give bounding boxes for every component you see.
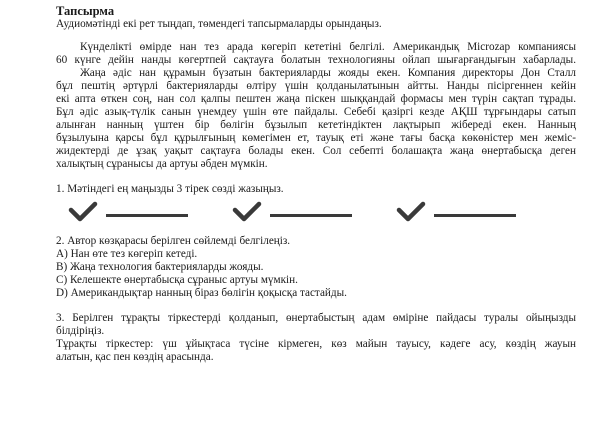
keyword-answer-2 [232,200,372,224]
question-3-prompt: білдіріңіз. [56,325,105,337]
answer-option-a[interactable]: А) Нан өте тез көгеріп кетеді. [56,248,198,260]
answer-line[interactable] [106,214,188,217]
text-line: бұл пештің әртүрлі бактерияларды өлтіру үшін қолданылатынын айтты. Нанды пісіргеннен кейін [56,80,576,92]
checkmark-icon [396,200,432,224]
question-3 [56,312,576,364]
text-line: екі апта өткен соң, нан сол қалпы пештен жаңа піскен шыққандай формасы мен түрін сақтап тұрады. [56,93,576,105]
answer-line[interactable] [270,214,352,217]
text-line: 60 күнге дейін нанды көгертпей сақтауға болатын технологияны ойлап шығарғандығын хабарлады. [56,54,576,66]
fixed-phrases: алатын, қас пен көздің арасында. [56,351,214,363]
question-2-prompt: 2. Автор көзқарасы берілген сөйлемді белгілеңіз. [56,235,291,247]
listening-text [56,41,576,171]
instruction: Аудиомәтінді екі рет тыңдап, төмендегі тапсырмаларды орындаңыз. [56,18,382,30]
text-line: алынған нанның үштен бір бөлігін бұзылып кететіндіктен лақтырып жібереді екен. Нанның [56,119,576,131]
worksheet-title: Тапсырма [56,4,115,18]
question-1-prompt: 1. Мәтіндегі ең маңызды 3 тірек сөзді жазыңыз. [56,183,284,195]
answer-line[interactable] [434,214,516,217]
fixed-phrases: Тұрақты тіркестер: үш ұйықтаса түсіне кірмеген, көз майын тауысу, кәдеге асу, көздің жауын [56,338,576,350]
answer-option-b[interactable]: В) Жаңа технология бактерияларды жояды. [56,261,264,273]
keyword-answer-1 [68,200,208,224]
keyword-answer-3 [396,200,536,224]
text-line: Жаңа әдіс нан құрамын бүзатын бактерияларды жояды екен. Компания директоры Дон Сталл [80,67,576,79]
text-line: жидектерді де ұзақ уақыт сақтауға болады екен. Сол себепті болашақта жаңа өнертабысқа деген [56,145,576,157]
question-3-prompt: 3. Берілген тұрақты тіркестерді қолданып, өнертабыстың адам өміріне пайдасы туралы ойыңызды [56,312,576,324]
answer-option-d[interactable]: D) Американдықтар нанның біраз бөлігін қоқысқа тастайды. [56,287,347,299]
text-line: халықтың сұранысы да артуы әбден мүмкін. [56,158,268,170]
checkmark-icon [232,200,268,224]
checkmark-icon [68,200,104,224]
keyword-answer-row [56,200,576,228]
worksheet [56,4,576,364]
text-line: бұзылуына қарсы бұл құрылғының көмегімен ет, тауық еті және тағы басқа көкөністер мен жеміс- [56,132,576,144]
text-line: Күнделікті өмірде нан тез арада көгеріп кететіні белгілі. Американдық Microzap компаниясы [80,41,576,53]
text-line: Бұл әдіс азық-түлік санын үнемдеу үшін өте пайдалы. Себебі қазіргі кезде АҚШ тұрғындары сатып [56,106,576,118]
answer-option-c[interactable]: С) Келешекте өнертабысқа сұраныс артуы мүмкін. [56,274,298,286]
